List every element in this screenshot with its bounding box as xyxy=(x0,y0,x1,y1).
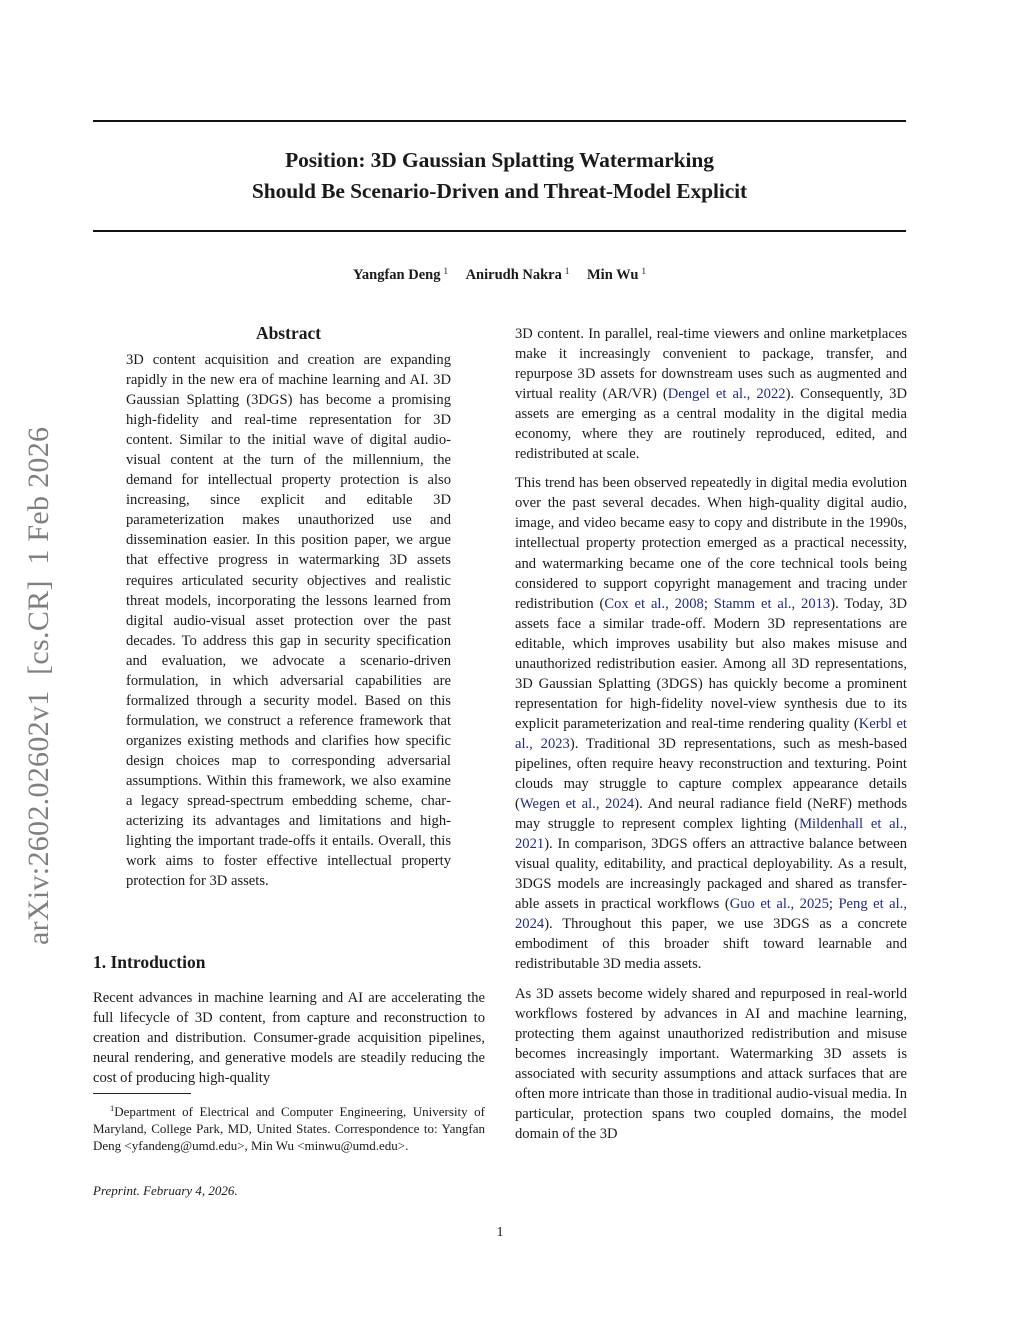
preprint-note: Preprint. February 4, 2026. xyxy=(93,1183,238,1198)
citation-link[interactable]: Stamm et al., 2013 xyxy=(713,595,831,612)
citation-link[interactable]: Wegen et al., 2024 xyxy=(519,796,635,813)
paragraph-text: ; xyxy=(703,595,714,612)
page-number: 1 xyxy=(496,1225,504,1240)
introduction-right-column xyxy=(515,324,907,1153)
paper-title xyxy=(93,145,906,207)
introduction-paragraph xyxy=(515,984,907,1144)
affiliation-marker: 1 xyxy=(564,266,570,276)
citation-link[interactable]: Kerbl et al., 2023 xyxy=(515,715,907,752)
title-top-rule xyxy=(93,120,906,122)
paragraph-text: ; xyxy=(828,896,839,913)
citation-link[interactable]: Peng et al., 2024 xyxy=(515,896,907,933)
affiliation-marker: 1 xyxy=(641,266,646,276)
paragraph-text: ). In comparison, 3DGS offers an attractive balance between visual quality, editability, and practical deployability. As a result, 3DGS models are increasingly packaged and shared as transferable assets in practical workflows ( xyxy=(515,836,907,913)
citation-link[interactable]: Cox et al., 2008 xyxy=(604,595,704,612)
affiliation-footnote xyxy=(93,1100,485,1155)
paragraph-text: This trend has been observed repeatedly in digital media evolution over the past several decades. When high-quality digital audio, image, and video became easy to copy and distribute in the 1990s, intellectual property protection emerged as a practical necessity, and watermarking became one of the core technical tools being considered to support copyright management and tracing under redistribution ( xyxy=(515,475,907,612)
citation-link[interactable]: Dengel et al., 2022 xyxy=(667,386,786,403)
introduction-heading: 1. Introduction xyxy=(93,952,206,972)
introduction-paragraph xyxy=(515,473,907,974)
author xyxy=(466,267,570,283)
paragraph-text: ). Traditional 3D representations, such as mesh-based pipelines, often require heavy reconstruction and texturing. Point clouds may struggle to capture complex appearance details ( xyxy=(515,735,907,813)
author-name: Anirudh Nakra xyxy=(465,267,562,283)
arxiv-identifier-stamp: arXiv:2602.02602v1 [cs.CR] 1 Feb 2026 xyxy=(22,426,55,945)
footnote-text: Department of Electrical and Computer Engineering, University of Maryland, College Park, MD, United States. Correspondence to: Yangfan Deng <yfandeng@umd.edu>, Min Wu <minwu@umd.edu>. xyxy=(93,1104,485,1154)
introduction-paragraph-left: Recent advances in machine learning and AI are accelerating the full lifecycle of 3D content, from capture and reconstruction to creation and distribution. Consumer-grade acquisition pipelines, neural rendering, and generative models are steadily reducing the cost of producing high-quality xyxy=(93,990,485,1087)
introduction-section xyxy=(93,950,485,1088)
abstract-section xyxy=(126,320,451,891)
abstract-heading: Abstract xyxy=(255,323,322,343)
paragraph-text: As 3D assets become widely shared and repurposed in real-world workflows fostered by advances in AI and machine learning, protecting them against unauthorized redistribution and misuse becomes increasingly important. Watermarking 3D assets is associated with security assumptions and attack surfaces that are often more intricate than those in traditional audio-visual media. In particular, protection spans two coupled domains, the model domain of the 3D xyxy=(515,985,907,1142)
author-name: Yangfan Deng xyxy=(353,267,441,283)
author xyxy=(353,267,448,283)
paragraph-text: ). Throughout this paper, we use 3DGS as a concrete embodiment of this broader shift toward learnable and redistributable 3D media assets. xyxy=(515,916,907,973)
introduction-paragraph xyxy=(515,324,907,464)
paper-title-line-2: Should Be Scenario-Driven and Threat-Model Explicit xyxy=(251,179,748,203)
title-bottom-rule xyxy=(93,230,906,232)
abstract-text: 3D content acquisition and creation are expanding rapidly in the new era of machine learning and AI. 3D Gaussian Splatting (3DGS) has become a promising high-fidelity and real-time representation for 3D content. Similar to the initial wave of digital audio-visual content at the turn of the millennium, the demand for intellectual property protection is also increasing, since explicit and editable 3D parameterization makes unauthorized use and dissemination easier. In this position paper, we argue that effective progress in watermarking 3D assets requires articulated security objectives and realistic threat models, incorporating the lessons learned from digital audio-visual asset protection over the past decades. To address this gap in security specification and evaluation, we advocate a scenario-driven formulation, in which adversarial capabilities are formalized through a security model. Based on this formulation, we construct a reference framework that organizes existing methods and clarifies how specific design choices map to corresponding adversarial assumptions. Within this framework, we also examine a legacy spread-spectrum embedding scheme, characterizing its advantages and limitations and highlighting the important trade-offs it entails. Overall, this work aims to foster effective intellectual property protection for 3D assets. xyxy=(126,352,451,890)
paragraph-text: ). Consequently, 3D assets are emerging as a central modality in the digital media economy, where they are routinely reproduced, edited, and redistributed at scale. xyxy=(515,386,907,463)
paper-title-line-1: Position: 3D Gaussian Splatting Watermarking xyxy=(285,148,714,172)
citation-link[interactable]: Mildenhall et al., 2021 xyxy=(515,816,907,853)
footnote-marker: 1 xyxy=(110,1103,115,1113)
paragraph-text: 3D content. In parallel, real-time viewers and online marketplaces make it increasingly convenient to package, transfer, and repurpose 3D assets for downstream uses such as augmented and virtual reality (AR/VR) ( xyxy=(515,326,907,403)
author-list xyxy=(93,266,906,284)
author xyxy=(587,267,646,283)
affiliation-marker: 1 xyxy=(443,266,448,276)
paragraph-text: ). And neural radiance field (NeRF) methods may struggle to represent complex lighting ( xyxy=(515,796,907,833)
footnote-divider xyxy=(93,1093,191,1094)
citation-link[interactable]: Guo et al., 2025 xyxy=(729,896,829,913)
paragraph-text: ). Today, 3D assets face a similar trade-off. Modern 3D representations are editable, which improves usability but also makes misuse and unauthorized redistribution easier. Among all 3D representations, 3D Gaussian Splatting (3DGS) has quickly become a prominent representation for high-fidelity novel-view synthesis due to its explicit parameterization and real-time rendering quality ( xyxy=(515,595,907,732)
author-name: Min Wu xyxy=(587,267,639,283)
